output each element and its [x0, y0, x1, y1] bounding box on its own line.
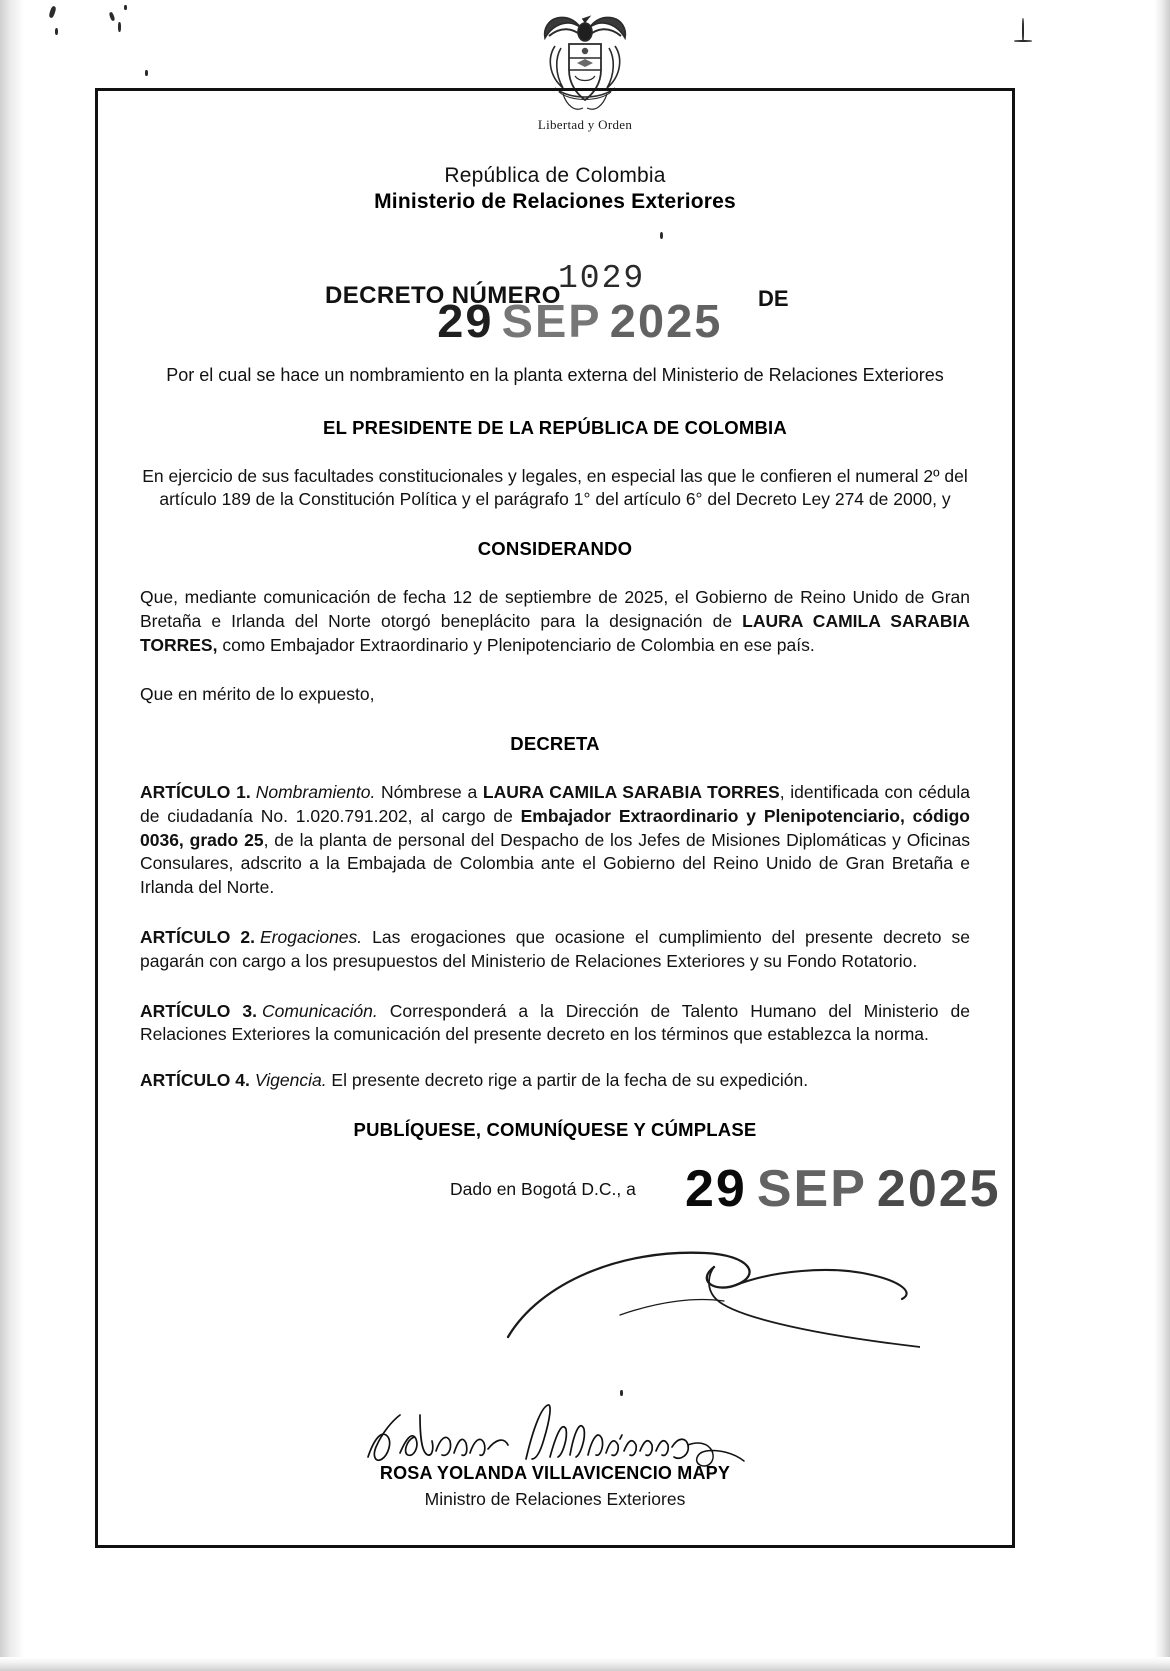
article-1-paragraph	[140, 781, 970, 900]
decreta-heading: DECRETA	[510, 733, 600, 755]
considerando-paragraph	[140, 586, 970, 657]
article-2-label: ARTÍCULO 2.	[140, 927, 255, 948]
date-stamp-bottom-year: 2025	[876, 1160, 1001, 1219]
decree-content	[140, 0, 1001, 1515]
date-stamp-bottom	[685, 1159, 1001, 1219]
decree-number-label: DECRETO NÚMERO	[325, 282, 561, 309]
considerando-heading: CONSIDERANDO	[477, 537, 633, 559]
considerando-bold-name: LAURA CAMILA SARABIA TORRES,	[140, 610, 970, 655]
crest-motto: Libertad y Orden	[537, 117, 633, 132]
dado-en-row	[140, 1160, 1001, 1237]
article-2-title: Erogaciones.	[260, 927, 363, 948]
article-2-paragraph	[140, 926, 970, 974]
decree-subtitle: Por el cual se hace un nombramiento en la planta externa del Ministerio de Relaciones Exteriores	[166, 365, 944, 385]
minister-name: ROSA YOLANDA VILLAVICENCIO MAPY	[379, 1463, 731, 1484]
president-heading: EL PRESIDENTE DE LA REPÚBLICA DE COLOMBIA	[323, 417, 787, 439]
date-stamp-month: SEP	[501, 295, 602, 347]
scan-bottom-edge	[0, 1657, 1170, 1671]
article-3-title: Comunicación.	[261, 1000, 378, 1021]
merito-paragraph: Que en mérito de lo expuesto,	[140, 684, 375, 705]
article-3-label: ARTÍCULO 3.	[140, 1000, 257, 1021]
article-1-title: Nombramiento.	[255, 782, 376, 803]
date-stamp-year: 2025	[609, 295, 723, 347]
publiquese-heading: PUBLÍQUESE, COMUNÍQUESE Y CÚMPLASE	[353, 1119, 757, 1141]
header-country: República de Colombia	[444, 164, 666, 187]
scan-left-edge	[0, 0, 24, 1671]
considerando-part1: Que, mediante comunicación de fecha 12 de septiembre de 2025, el Gobierno de Reino Unido de Gran Bretaña e Irlanda del Norte otorgó beneplácito para la designación de	[140, 586, 970, 631]
date-stamp-day: 29	[437, 295, 494, 347]
article-3-text: Corresponderá a la Dirección de Talento Humano del Ministerio de Relaciones Exteriores la comunicación del presente decreto en los términos que establezca la norma.	[140, 1000, 970, 1045]
article-4-paragraph	[140, 1069, 970, 1093]
article-4-title: Vigencia.	[254, 1070, 327, 1091]
faculties-paragraph: En ejercicio de sus facultades constitucionales y legales, en especial las que le confieren el numeral 2º del artículo 189 de la Constitución Política y el parágrafo 1° del artículo 6° del Decreto Ley 274 de 2000, y	[142, 466, 968, 510]
date-stamp-top	[437, 294, 722, 348]
article-1-label: ARTÍCULO 1.	[140, 782, 251, 803]
article-4-text: El presente decreto rige a partir de la fecha de su expedición.	[326, 1070, 809, 1091]
article-3-paragraph	[140, 1000, 970, 1048]
article-2-text: Las erogaciones que ocasione el cumplimiento del presente decreto se pagarán con cargo a los presupuestos del Ministerio de Relaciones Exteriores y su Fondo Rotatorio.	[140, 927, 970, 971]
header-ministry: Ministerio de Relaciones Exteriores	[374, 190, 736, 213]
article-1-post: Embajador Extraordinario y Plenipotenciario, código 0036, grado 25	[140, 805, 970, 850]
scan-right-edge	[1154, 0, 1170, 1671]
president-signature	[140, 1241, 970, 1391]
article-4-label: ARTÍCULO 4.	[140, 1070, 250, 1091]
decree-de-label: DE	[758, 286, 789, 311]
article-1-part2: , identificada con cédula de ciudadanía No. 1.020.791.202, al cargo de	[140, 782, 970, 826]
date-stamp-bottom-day: 29	[685, 1160, 747, 1219]
decree-number-stamp: 1029	[558, 260, 646, 297]
decree-number-row	[140, 260, 970, 358]
considerando-part2: como Embajador Extraordinario y Plenipotenciario de Colombia en ese país.	[217, 634, 815, 655]
minister-title: Ministro de Relaciones Exteriores	[424, 1489, 686, 1510]
article-1-part1: Nómbrese a	[375, 782, 483, 803]
minister-signature-block	[140, 1395, 970, 1515]
date-stamp-bottom-month: SEP	[756, 1160, 867, 1219]
article-1-part3: , de la planta de personal del Despacho de los Jefes de Misiones Diplomáticas y Oficinas Consulares, adscrito a la Embajada de Colombia ante el Gobierno del Reino Unido de Gran Bretaña e Irlanda del Norte.	[140, 829, 970, 898]
article-1-appointee: LAURA CAMILA SARABIA TORRES	[482, 782, 780, 803]
dado-en-text: Dado en Bogotá D.C., a	[450, 1179, 636, 1200]
